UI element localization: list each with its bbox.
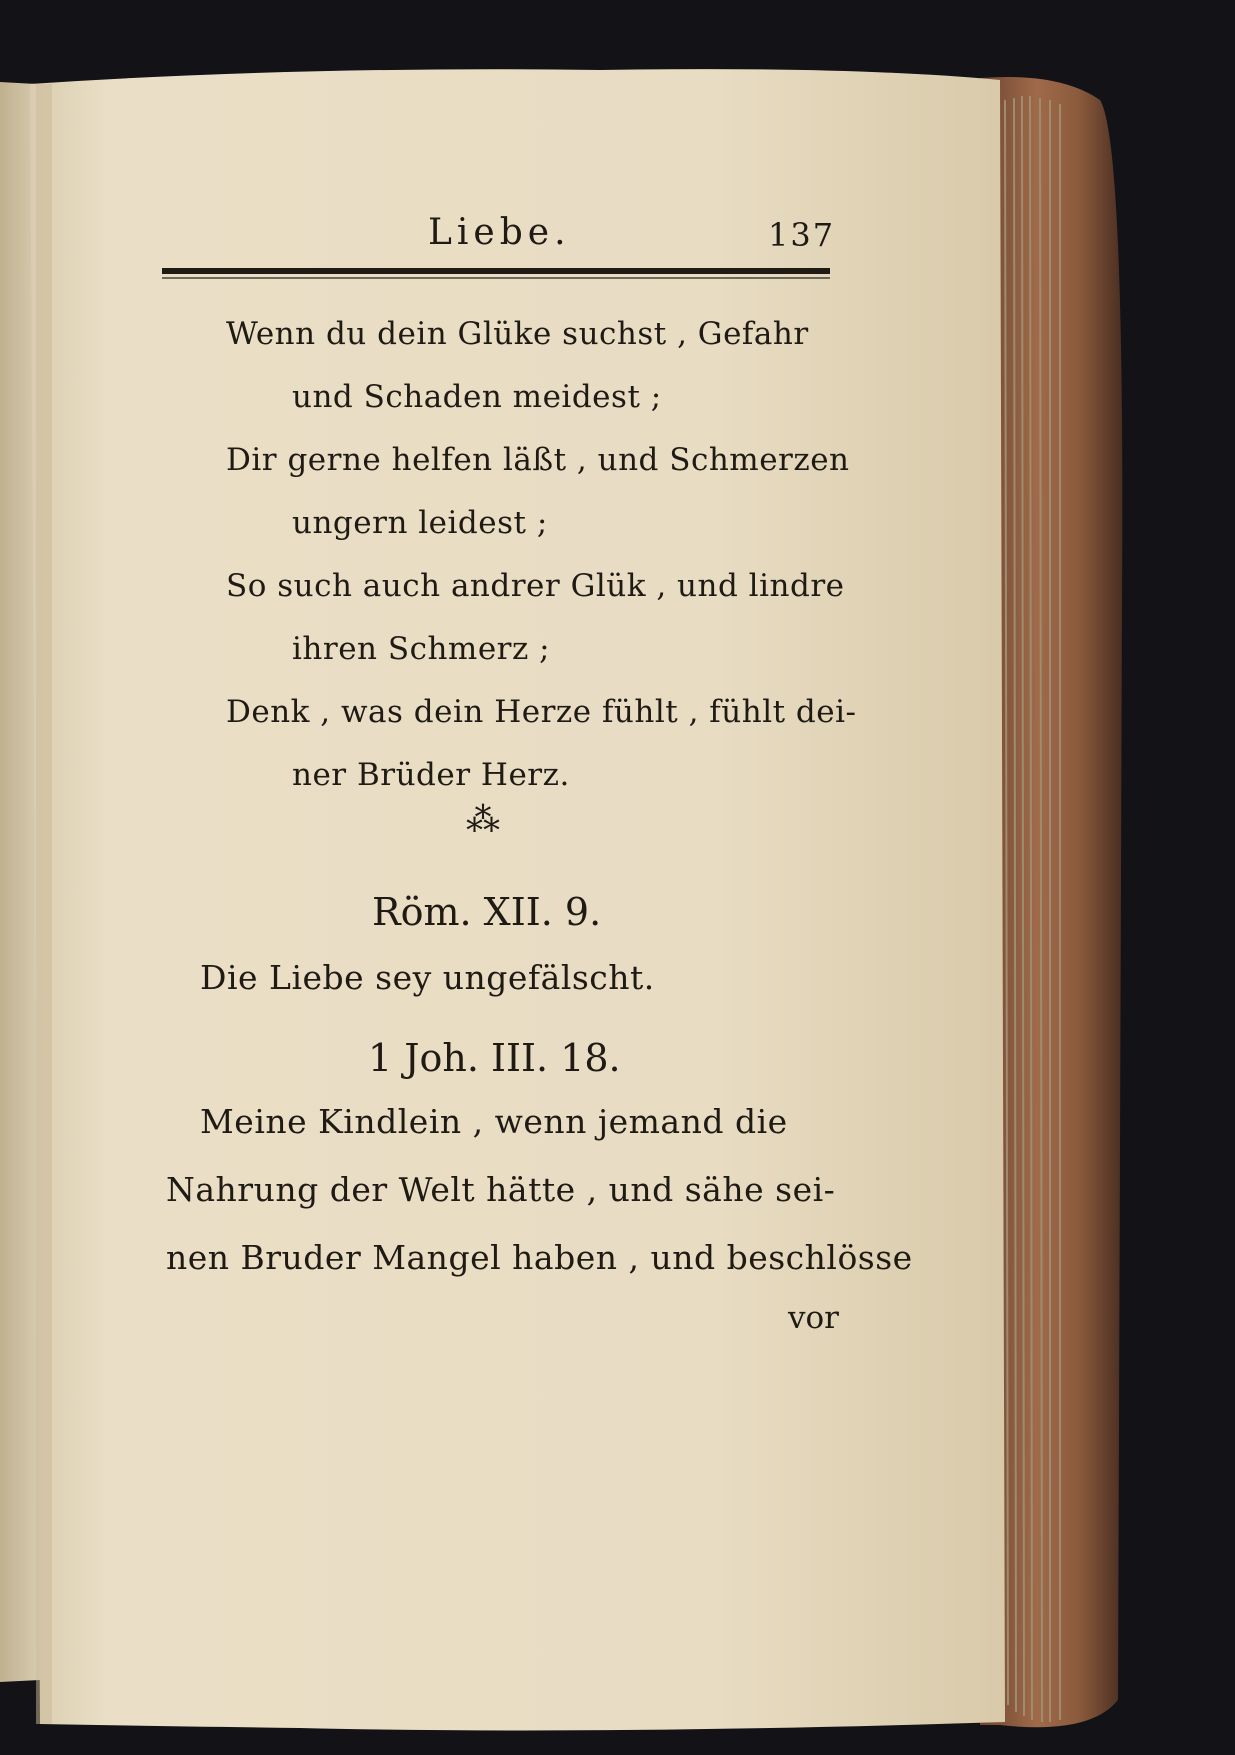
poem-line: Denk , was dein Herze fühlt , fühlt dei- — [226, 694, 857, 730]
scripture-quote-2-line: Meine Kindlein , wenn jemand die — [200, 1102, 788, 1141]
scripture-quote-1: Die Liebe sey ungefälscht. — [200, 958, 655, 997]
gutter-shadow — [36, 84, 52, 1724]
scripture-reference-2: 1 Joh. III. 18. — [368, 1036, 621, 1080]
poem-line: Dir gerne helfen läßt , und Schmerzen — [226, 442, 850, 478]
scripture-quote-2-line: nen Bruder Mangel haben , und beschlösse — [166, 1238, 913, 1277]
header-rule-thin — [162, 277, 830, 279]
asterism: ⁂ — [466, 800, 500, 840]
scripture-reference-1: Röm. XII. 9. — [372, 890, 602, 934]
poem-line: ner Brüder Herz. — [292, 757, 570, 793]
header-rule — [162, 268, 830, 274]
running-head: Liebe. — [428, 212, 571, 253]
scripture-quote-2-line: Nahrung der Welt hätte , und sähe sei- — [166, 1170, 836, 1209]
poem-line: So such auch andrer Glük , und lindre — [226, 568, 845, 604]
poem-line: und Schaden meidest ; — [292, 379, 662, 415]
poem-line: Wenn du dein Glüke suchst , Gefahr — [226, 316, 809, 352]
catchword: vor — [788, 1300, 839, 1336]
page-number: 137 — [768, 216, 836, 254]
poem-line: ungern leidest ; — [292, 505, 548, 541]
poem-line: ihren Schmerz ; — [292, 631, 551, 667]
